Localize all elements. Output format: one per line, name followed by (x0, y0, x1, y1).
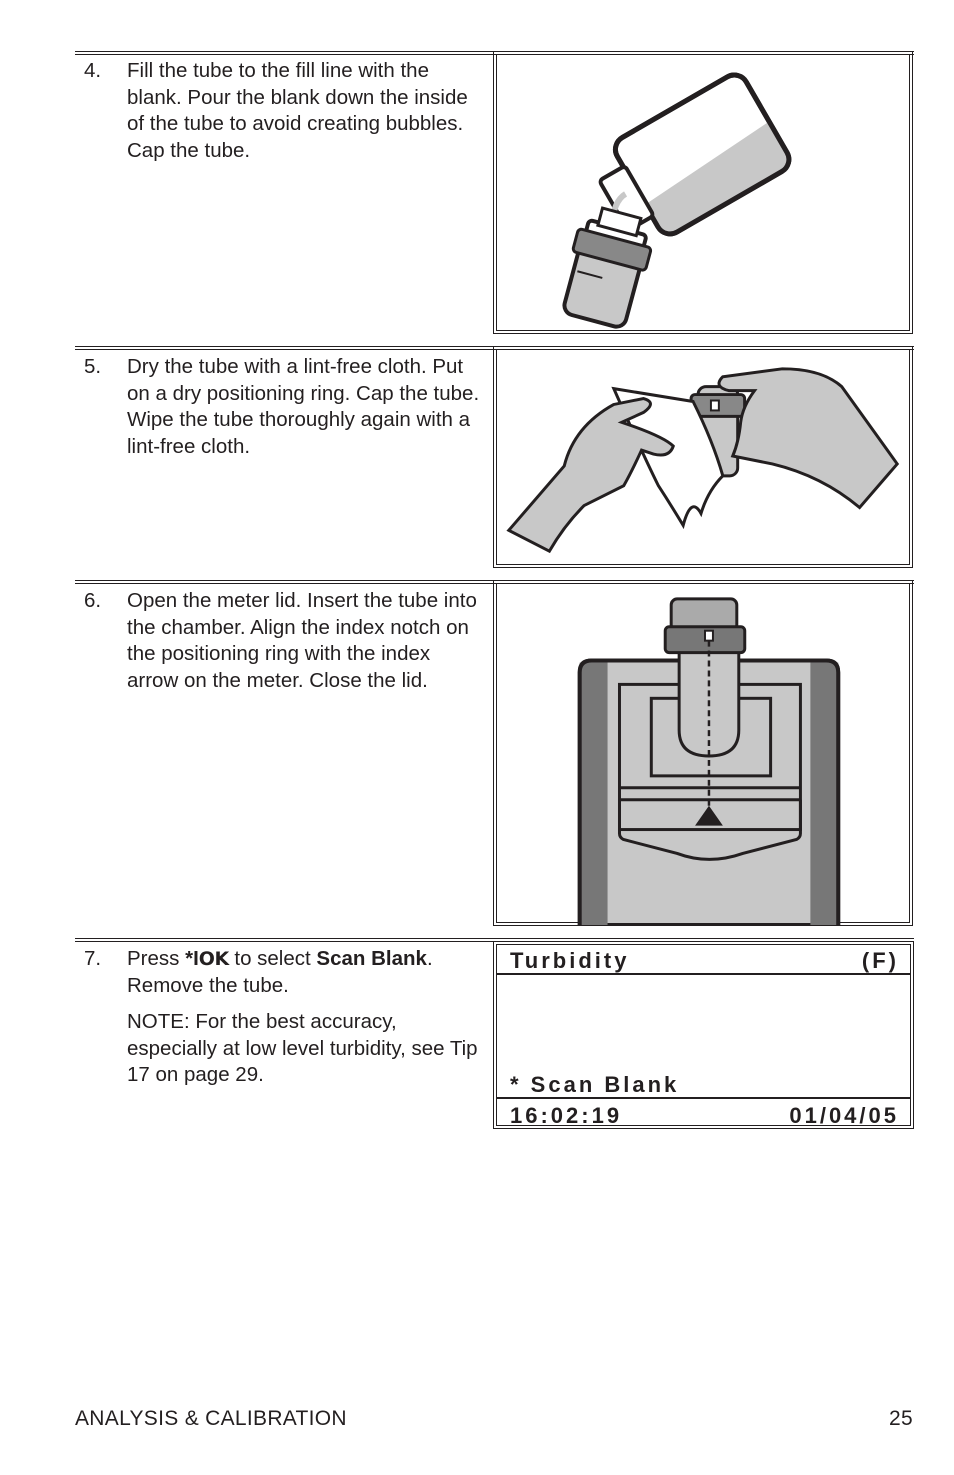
footer-section-title: ANALYSIS & CALIBRATION (75, 1407, 347, 1430)
insert-tube-illustration (493, 580, 913, 926)
step-text: Fill the tube to the fill line with the blank. Pour the blank down the inside of the tube to avoid creating bubbles. Cap the tube. (127, 59, 468, 162)
step-number: 4. (84, 59, 102, 82)
pour-blank-illustration (493, 51, 913, 334)
scan-blank-option: Scan Blank (316, 947, 427, 970)
display-header (510, 948, 899, 974)
display-footer (510, 1103, 899, 1129)
display-date: 01/04/05 (789, 1103, 899, 1128)
tip-reference: Tip 17 (127, 1036, 478, 1086)
ok-key-label: OK (198, 948, 229, 970)
page-number: 25 (889, 1407, 913, 1430)
display-mode: (F) (861, 948, 899, 973)
step-text: Press *IOK to select Scan Blank. Remove the tube. NOTE: For the best accuracy, especially at low level turbidity, see Tip 17 on page 29. (127, 947, 478, 1086)
step-number: 5. (84, 355, 102, 378)
display-divider (497, 1097, 910, 1099)
display-divider (497, 973, 910, 975)
display-time: 16:02:19 (510, 1103, 623, 1128)
note-label: NOTE: (127, 1010, 190, 1033)
display-option: * Scan Blank (510, 1072, 680, 1097)
step-text: Open the meter lid. Insert the tube into the chamber. Align the index notch on the positioning ring with the index arrow on the meter. Close the lid. (127, 589, 477, 692)
meter-chamber-image (494, 581, 912, 925)
key-label: *I (185, 947, 199, 970)
row-rule-7 (75, 938, 914, 939)
hands-wiping-tube-image (494, 347, 912, 567)
step-text: Dry the tube with a lint-free cloth. Put on a dry positioning ring. Cap the tube. Wipe the tube thoroughly again with a lint-free cloth. (127, 355, 480, 458)
dry-tube-illustration (493, 346, 913, 568)
display-title: Turbidity (510, 948, 630, 973)
step-number: 6. (84, 589, 102, 612)
step-number: 7. (84, 947, 102, 970)
bottle-pouring-into-tube-image (494, 52, 912, 333)
meter-display (493, 941, 914, 1129)
